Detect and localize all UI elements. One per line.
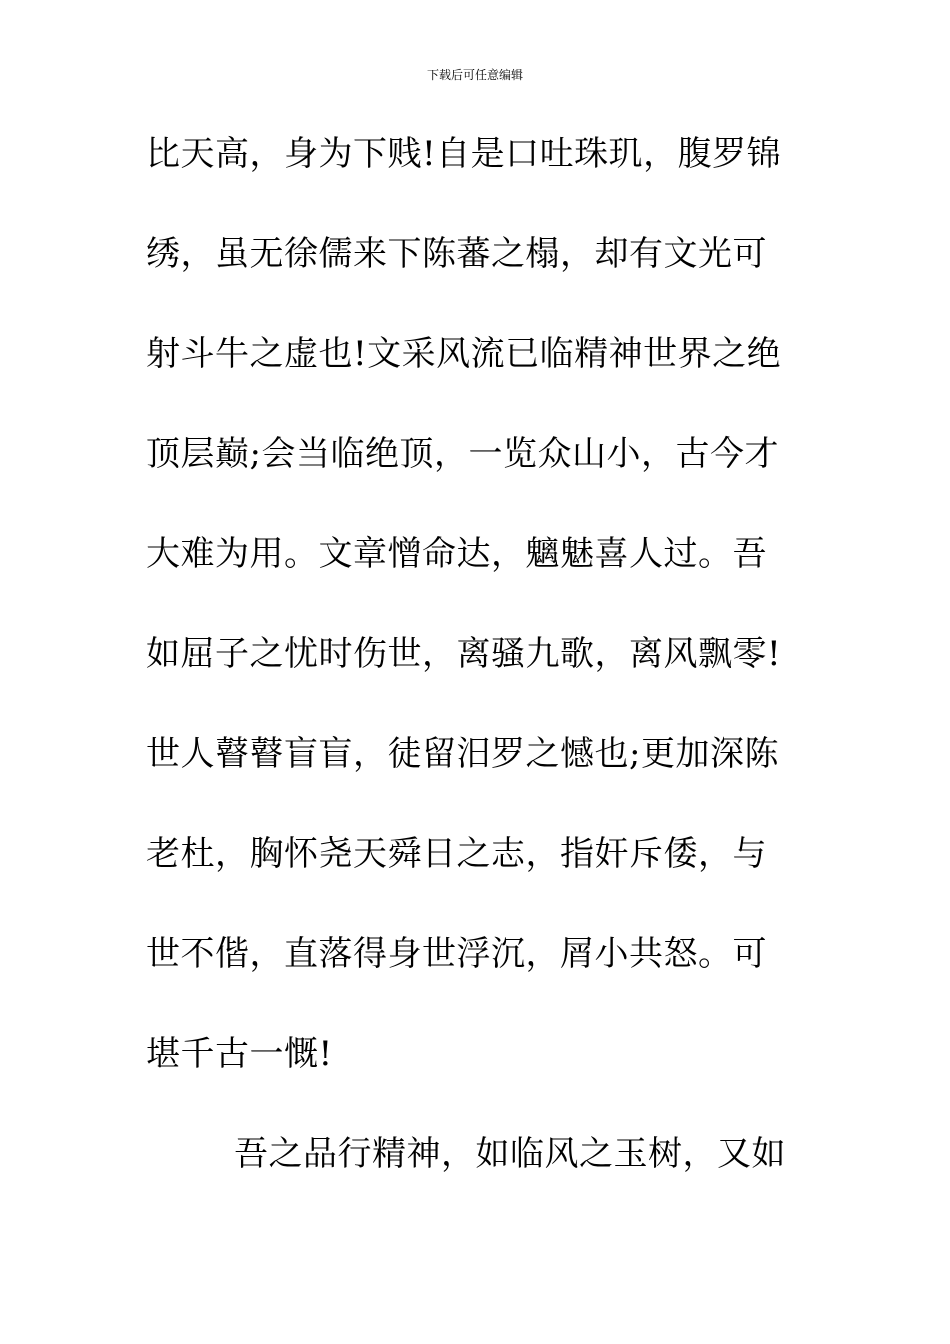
text-line: 绣，虽无徐儒来下陈蕃之榻，却有文光可 bbox=[146, 234, 767, 274]
page-header: 下载后可任意编辑 bbox=[426, 68, 523, 82]
paragraph-first-line: 吾之品行精神，如临风之玉树，又如 bbox=[234, 1134, 786, 1174]
text-line: 射斗牛之虚也!文采风流已临精神世界之绝 bbox=[146, 334, 782, 374]
text-line: 大难为用。文章憎命达，魑魅喜人过。吾 bbox=[146, 534, 767, 574]
text-line: 如屈子之忧时伤世，离骚九歌，离风飘零! bbox=[146, 634, 782, 674]
text-line: 堪千古一慨! bbox=[146, 1034, 333, 1074]
text-line: 世不偕，直落得身世浮沉，屑小共怒。可 bbox=[146, 934, 767, 974]
document-body bbox=[146, 124, 826, 1224]
text-line: 老杜，胸怀尧天舜日之志，指奸斥倭，与 bbox=[146, 834, 767, 874]
text-line: 比天高，身为下贱!自是口吐珠玑，腹罗锦 bbox=[146, 134, 782, 174]
text-line: 世人瞽瞽盲盲，徒留汨罗之憾也;更加深陈 bbox=[146, 734, 779, 774]
text-line: 顶层巅;会当临绝顶，一览众山小，古今才 bbox=[146, 434, 779, 474]
